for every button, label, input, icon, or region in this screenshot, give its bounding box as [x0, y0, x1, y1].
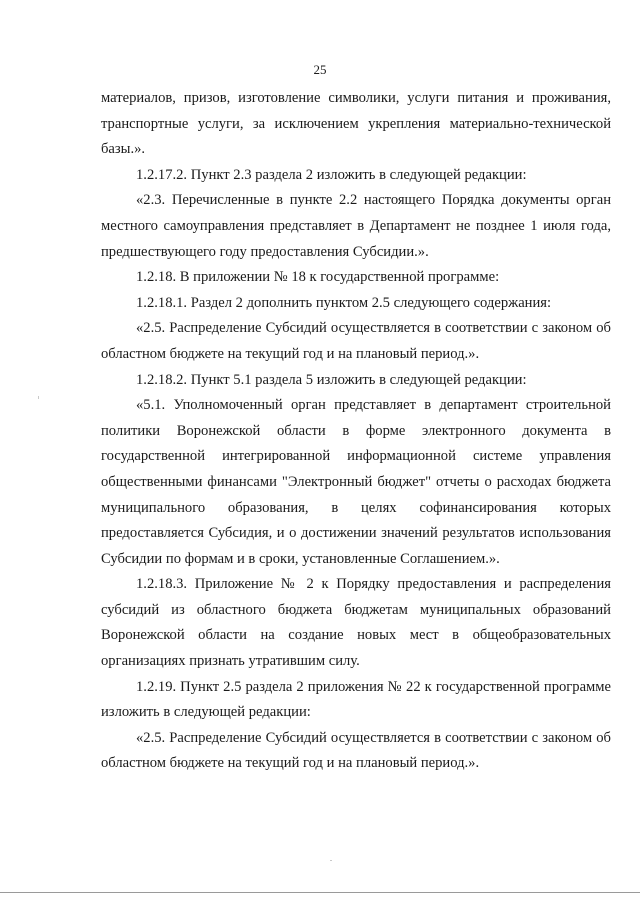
- paragraph-1-2-19: 1.2.19. Пункт 2.5 раздела 2 приложения № 22 к государственной программе изложить в следующей редакции:: [101, 678, 611, 721]
- scan-speck: [330, 860, 332, 861]
- paragraph-quote-2-5-second: «2.5. Распределение Субсидий осуществляется в соответствии с законом об областном бюджете на текущий год и на плановый период.».: [101, 729, 611, 772]
- document-body: [101, 86, 611, 777]
- paragraph-1-2-17-2: 1.2.17.2. Пункт 2.3 раздела 2 изложить в следующей редакции:: [136, 166, 527, 183]
- paragraph-1-2-18-1: 1.2.18.1. Раздел 2 дополнить пунктом 2.5 следующего содержания:: [136, 294, 552, 311]
- paragraph-1-2-18: 1.2.18. В приложении № 18 к государственной программе:: [136, 269, 500, 286]
- paragraph-continuation: материалов, призов, изготовление символики, услуги питания и проживания, транспортные услуги, за исключением укрепления материально-технической базы.».: [101, 90, 611, 158]
- paragraph-1-2-18-2: 1.2.18.2. Пункт 5.1 раздела 5 изложить в следующей редакции:: [136, 371, 527, 388]
- scan-speck: [38, 396, 39, 399]
- paragraph-1-2-18-3: 1.2.18.3. Приложение № 2 к Порядку предоставления и распределения субсидий из областного бюджета бюджетам муниципальных образований Воронежской области на создание новых мест в общеобразовательных организациях признать утратившим силу.: [101, 576, 611, 670]
- paragraph-quote-5-1: «5.1. Уполномоченный орган представляет в департамент строительной политики Воронежской области в форме электронного документа в государственной интегрированной информационной системе управления общественными финансами "Электронный бюджет" отчеты о расходах бюджета муниципального образования, в целях софинансирования которых предоставляется Субсидия, и о достижении значений результатов использования Субсидии по формам и в сроки, установленные Соглашением.».: [101, 397, 611, 567]
- paragraph-quote-2-3: «2.3. Перечисленные в пункте 2.2 настоящего Порядка документы орган местного самоуправления представляет в Департамент не позднее 1 июля года, предшествующего году предоставления Субсидии.».: [101, 192, 611, 260]
- paragraph-quote-2-5-first: «2.5. Распределение Субсидий осуществляется в соответствии с законом об областном бюджете на текущий год и на плановый период.».: [101, 320, 611, 362]
- bottom-edge-line: [0, 892, 640, 893]
- page-number: 25: [313, 62, 327, 77]
